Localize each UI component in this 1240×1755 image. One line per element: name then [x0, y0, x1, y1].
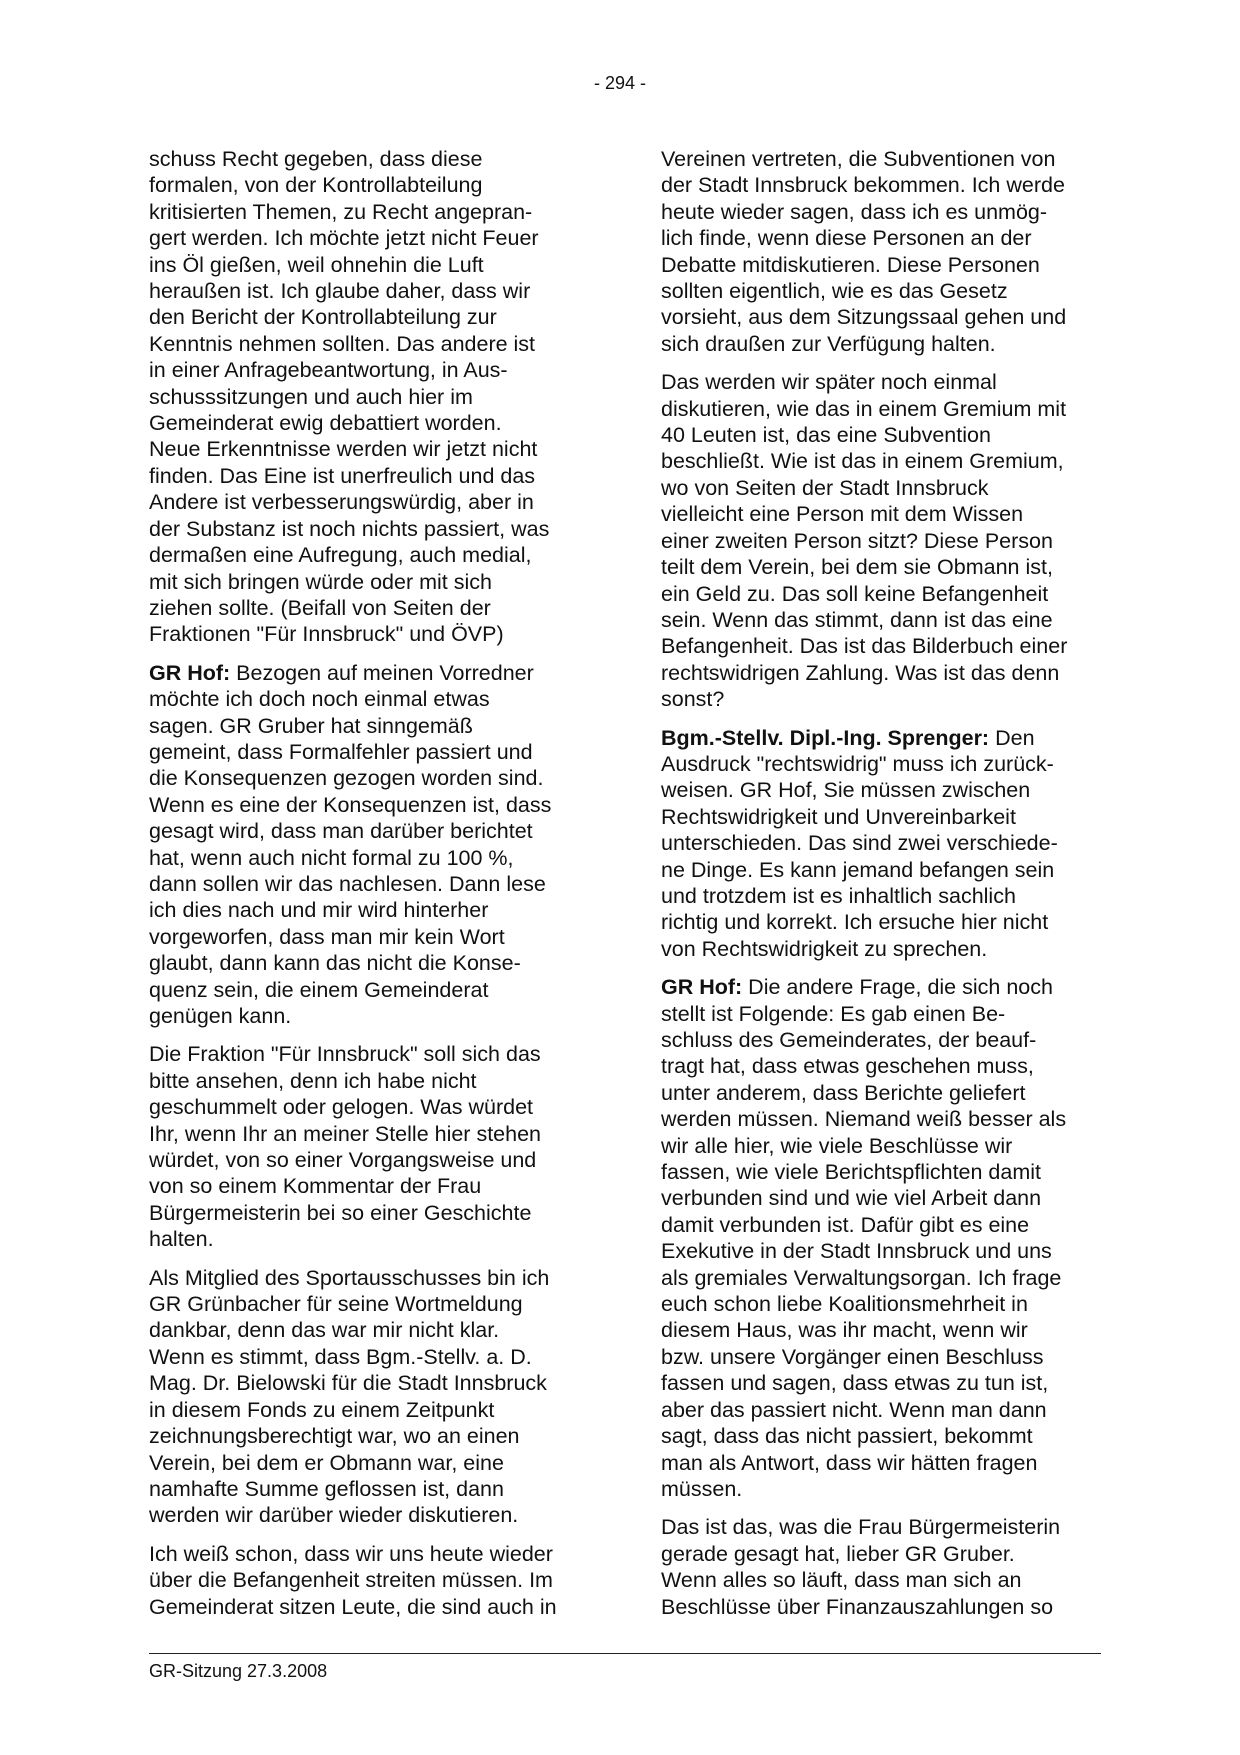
paragraph: Das werden wir später noch einmal diskutieren, wie das in einem Gremium mit 40 Leuten ist, das eine Subvention beschließt. Wie ist das in einem Gremium, wo von Seiten der Stadt Innsbruck vielleicht eine Person mit dem Wissen einer zweiten Person sitzt? Diese Person teilt dem Verein, bei dem sie Obmann ist, ein Geld zu. Das soll keine Befangenheit sein. Wenn das stimmt, dann ist das eine Befangenheit. Das ist das Bilderbuch einer rechtswidrigen Zahlung. Was ist das denn sonst?	[661, 370, 1068, 712]
footer-text: GR-Sitzung 27.3.2008	[149, 1661, 328, 1681]
right-column	[661, 146, 1103, 1632]
paragraph: schuss Recht gegeben, dass diese formalen, von der Kontrollabteilung kritisierten Themen, zu Recht angepran- gert werden. Ich möchte jetzt nicht Feuer ins Öl gießen, weil ohnehin die Luft heraußen ist. Ich glaube daher, dass wir den Bericht der Kontrollabteilung zur Kenntnis nehmen sollten. Das andere ist in einer Anfragebeantwortung, in Aus- schusssitzungen und auch hier im Gemeinderat ewig debattiert worden. Neue Erkenntnisse werden wir jetzt nicht finden. Das Eine ist unerfreulich und das Andere ist verbesserungswürdig, aber in der Substanz ist noch nichts passiert, was dermaßen eine Aufregung, auch medial, mit sich bringen würde oder mit sich ziehen sollte. (Beifall von Seiten der Fraktionen "Für Innsbruck" und ÖVP)	[149, 147, 550, 647]
speaker-name: Bgm.-Stellv. Dipl.-Ing. Sprenger:	[661, 725, 990, 750]
paragraph: Die Fraktion "Für Innsbruck" soll sich das bitte ansehen, denn ich habe nicht geschummelt oder gelogen. Was würdet Ihr, wenn Ihr an meiner Stelle hier stehen würdet, von so einer Vorgangsweise und von so einem Kommentar der Frau Bürgermeisterin bei so einer Geschichte halten.	[149, 1042, 541, 1252]
paragraph: Vereinen vertreten, die Subventionen von der Stadt Innsbruck bekommen. Ich werde heute wieder sagen, dass ich es unmög- lich finde, wenn diese Personen an der Debatte mitdiskutieren. Diese Personen sollten eigentlich, wie es das Gesetz vorsieht, aus dem Sitzungssaal gehen und sich draußen zur Verfügung halten.	[661, 147, 1067, 356]
paragraph	[661, 974, 1103, 1502]
left-column	[149, 146, 591, 1632]
speaker-name: GR Hof:	[149, 660, 231, 685]
paragraph	[149, 660, 591, 1030]
paragraph	[661, 725, 1103, 963]
speaker-name: GR Hof:	[661, 975, 743, 1000]
speech-text: Den Ausdruck "rechtswidrig" muss ich zurück- weisen. GR Hof, Sie müssen zwischen Rechtswidrigkeit und Unvereinbarkeit unterschieden. Das sind zwei verschiede- ne Dinge. Es kann jemand befangen sein und trotzdem ist es inhaltlich sachlich richtig und korrekt. Ich ersuche hier nicht von Rechtswidrigkeit zu sprechen.	[661, 725, 1058, 961]
paragraph: Das ist das, was die Frau Bürgermeisterin gerade gesagt hat, lieber GR Gruber. Wenn alles so läuft, dass man sich an Beschlüsse über Finanzauszahlungen so	[661, 1515, 1061, 1619]
paragraph: Ich weiß schon, dass wir uns heute wieder über die Befangenheit streiten müssen. Im Gemeinderat sitzen Leute, die sind auch in	[149, 1541, 557, 1619]
paragraph: Als Mitglied des Sportausschusses bin ich GR Grünbacher für seine Wortmeldung dankbar, denn das war mir nicht klar. Wenn es stimmt, dass Bgm.-Stellv. a. D. Mag. Dr. Bielowski für die Stadt Innsbruck in diesem Fonds zu einem Zeitpunkt zeichnungsberechtigt war, wo an einen Verein, bei dem er Obmann war, eine namhafte Summe geflossen ist, dann werden wir darüber wieder diskutieren.	[149, 1265, 550, 1528]
page-number: - 294 -	[593, 73, 647, 93]
speech-text: Bezogen auf meinen Vorredner möchte ich doch noch einmal etwas sagen. GR Gruber hat sinngemäß gemeint, dass Formalfehler passiert und die Konsequenzen gezogen worden sind. Wenn es eine der Konsequenzen ist, dass gesagt wird, dass man darüber berichtet hat, wenn auch nicht formal zu 100 %, dann sollen wir das nachlesen. Dann lese ich dies nach und mir wird hinterher vorgeworfen, dass man mir kein Wort glaubt, dann kann das nicht die Konse- quenz sein, die einem Gemeinderat genügen kann.	[149, 660, 552, 1028]
speech-text: Die andere Frage, die sich noch stellt ist Folgende: Es gab einen Be- schluss des Gemeinderates, der beauf- tragt hat, dass etwas geschehen muss, unter anderem, dass Berichte geliefert werden müssen. Niemand weiß besser als wir alle hier, wie viele Beschlüsse wir fassen, wie viele Berichtspflichten damit verbunden sind und wie viel Arbeit dann damit verbunden ist. Dafür gibt es eine Exekutive in der Stadt Innsbruck und uns als gremiales Verwaltungsorgan. Ich frage euch schon liebe Koalitionsmehrheit in diesem Haus, was ihr macht, wenn wir bzw. unsere Vorgänger einen Beschluss fassen und sagen, dass etwas zu tun ist, aber das passiert nicht. Wenn man dann sagt, dass das nicht passiert, bekommt man als Antwort, dass wir hätten fragen müssen.	[661, 975, 1067, 1501]
footer-divider	[149, 1653, 1101, 1654]
